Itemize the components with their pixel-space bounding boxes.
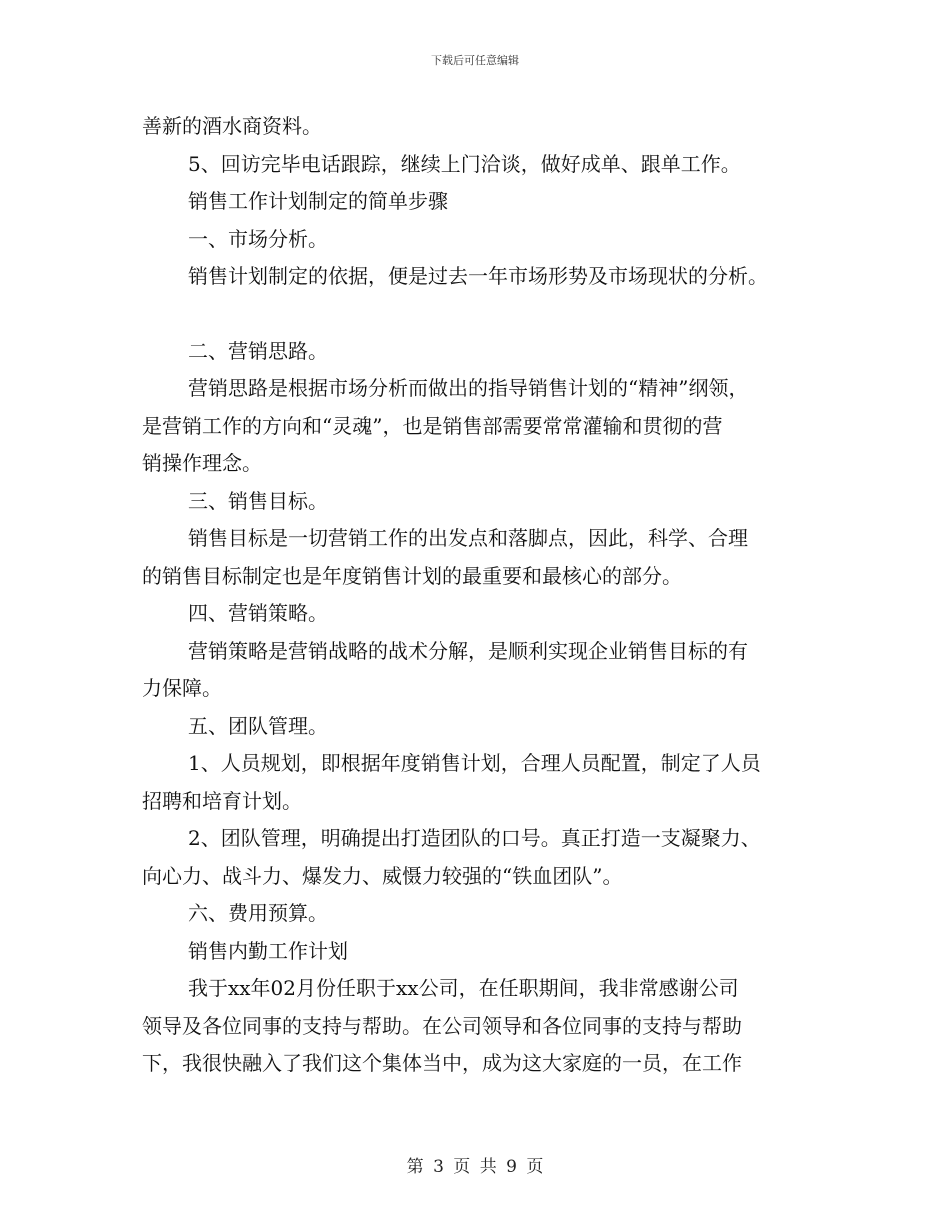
section-heading: 三、销售目标。 bbox=[188, 488, 328, 513]
paragraph-line: 的销售目标制定也是年度销售计划的最重要和最核心的部分。 bbox=[142, 563, 682, 588]
section-heading: 销售内勤工作计划 bbox=[188, 938, 348, 963]
paragraph-line: 招聘和培育计划。 bbox=[142, 788, 302, 813]
paragraph-line: 力保障。 bbox=[142, 676, 222, 700]
paragraph-line: 5、回访完毕电话跟踪，继续上门洽谈，做好成单、跟单工作。 bbox=[188, 151, 741, 176]
section-heading: 一、市场分析。 bbox=[188, 226, 328, 251]
paragraph-line: 善新的酒水商资料。 bbox=[142, 114, 322, 138]
page-number: 第 3 页 共 9 页 bbox=[406, 1157, 544, 1177]
paragraph-line: 销操作理念。 bbox=[142, 451, 262, 475]
paragraph-line: 销售计划制定的依据，便是过去一年市场形势及市场现状的分析。 bbox=[188, 264, 768, 288]
page-header-note: 下载后可任意编辑 bbox=[431, 54, 519, 67]
section-heading: 六、费用预算。 bbox=[188, 901, 328, 925]
paragraph-line: 营销策略是营销战略的战术分解，是顺利实现企业销售目标的有 bbox=[188, 638, 748, 663]
paragraph-line: 领导及各位同事的支持与帮助。在公司领导和各位同事的支持与帮助 bbox=[142, 1013, 742, 1038]
section-heading: 五、团队管理。 bbox=[188, 713, 328, 738]
paragraph-line: 下，我很快融入了我们这个集体当中，成为这大家庭的一员，在工作 bbox=[142, 1051, 742, 1075]
paragraph-line: 是营销工作的方向和“灵魂”，也是销售部需要常常灌输和贯彻的营 bbox=[142, 413, 723, 438]
paragraph-line: 我于xx年02月份任职于xx公司，在任职期间，我非常感谢公司 bbox=[188, 976, 739, 1000]
paragraph-line: 向心力、战斗力、爆发力、威慑力较强的“铁血团队”。 bbox=[142, 863, 623, 888]
section-heading: 四、营销策略。 bbox=[188, 601, 328, 625]
paragraph-line: 销售目标是一切营销工作的出发点和落脚点，因此，科学、合理 bbox=[188, 526, 748, 550]
paragraph-line: 1、人员规划，即根据年度销售计划，合理人员配置，制定了人员 bbox=[188, 751, 761, 775]
section-heading: 二、营销思路。 bbox=[188, 338, 328, 363]
section-heading: 销售工作计划制定的简单步骤 bbox=[188, 189, 448, 213]
document-body bbox=[142, 108, 810, 1083]
paragraph-line: 2、团队管理，明确提出打造团队的口号。真正打造一支凝聚力、 bbox=[188, 826, 761, 850]
paragraph-line: 营销思路是根据市场分析而做出的指导销售计划的“精神”纲领， bbox=[188, 376, 749, 400]
